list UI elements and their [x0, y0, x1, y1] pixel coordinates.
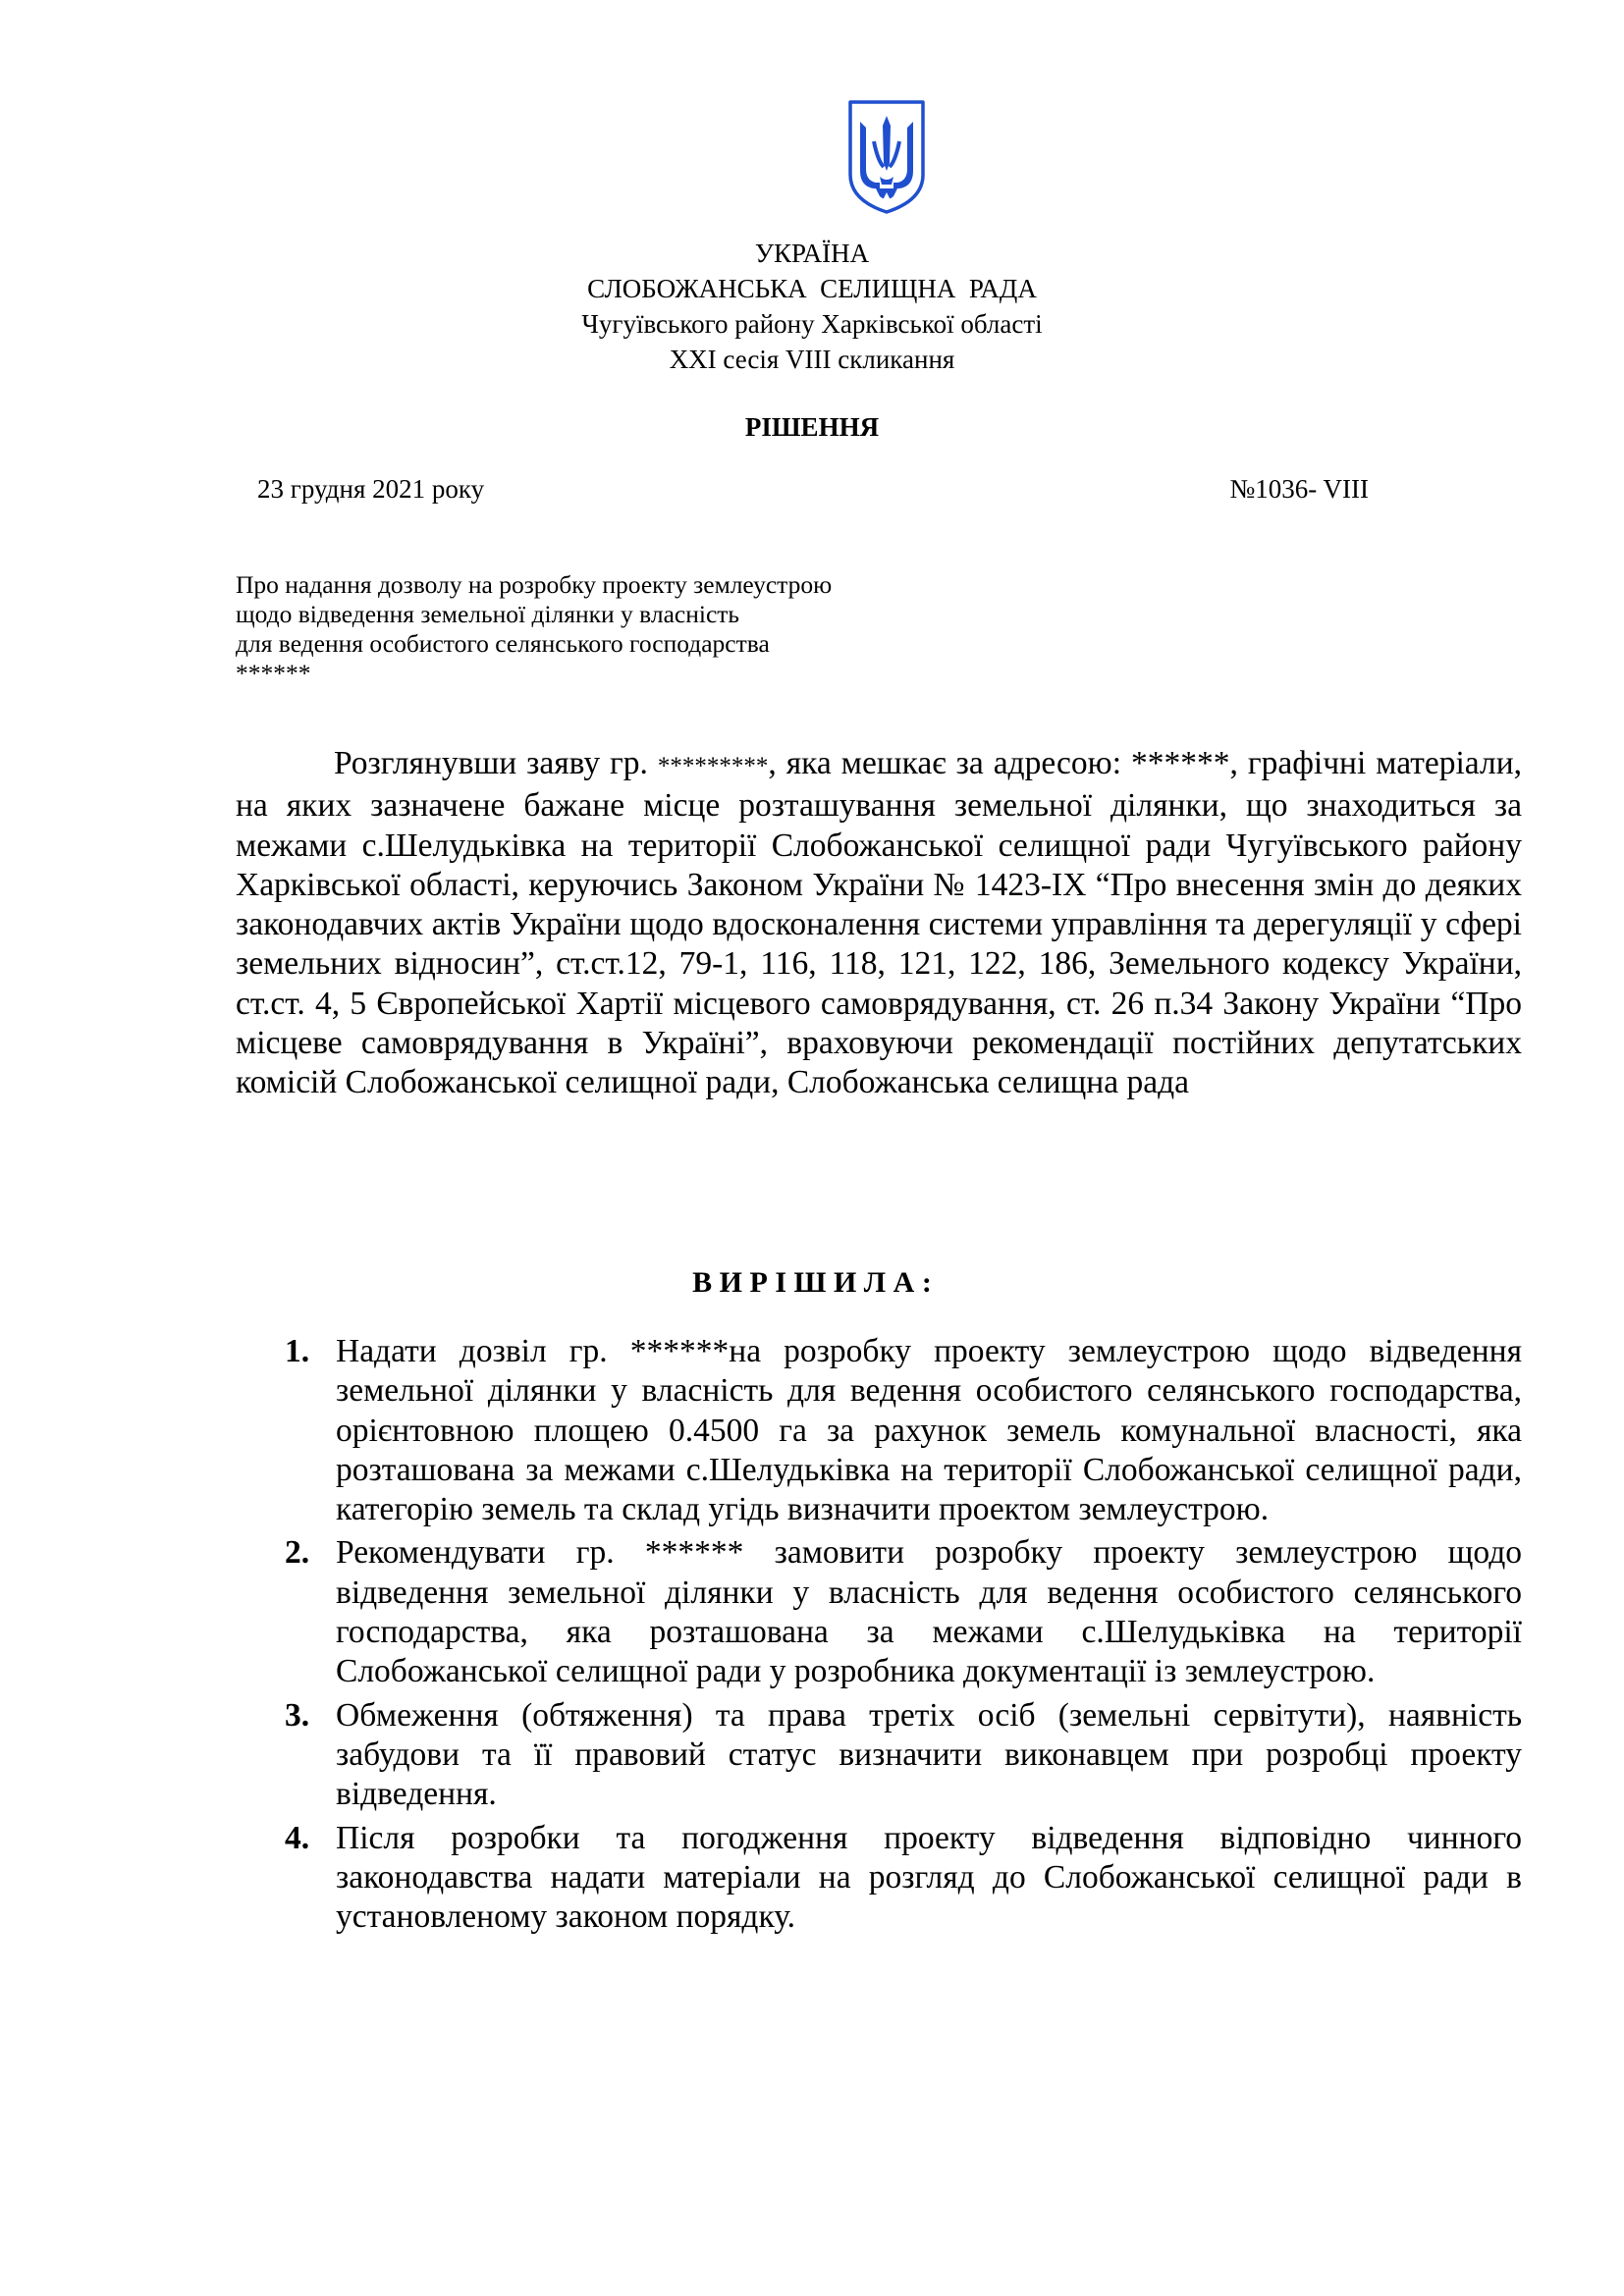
document-title: РІШЕННЯ — [744, 412, 880, 442]
document-subject — [236, 570, 1119, 688]
document-header — [0, 236, 1624, 377]
masked-applicant-name: ********* — [657, 753, 769, 779]
subject-line: щодо відведення земельної ділянки у власність — [236, 600, 740, 628]
ukraine-trident-icon — [846, 98, 927, 216]
document-number: №1036- VIII — [1229, 474, 1369, 504]
subject-line: Про надання дозволу на розробку проекту землеустрою — [236, 570, 833, 599]
item-text: Обмеження (обтяження) та права третіх осіб (земельні сервітути), наявність забудови та її правовий статус визначити виконавцем при розробці проекту відведення. — [336, 1696, 1522, 1813]
resolution-list — [236, 1332, 1522, 1941]
item-text: Рекомендувати гр. ****** замовити розробку проекту землеустрою щодо відведення земельної ділянки у власність для ведення особистого селянського господарства, яка розташована за межами с.Шелудьківка на території Слобожанської селищної ради у розробника документації із землеустрою. — [336, 1534, 1522, 1690]
item-number: 2. — [285, 1534, 310, 1572]
country-name: УКРАЇНА — [754, 239, 870, 268]
subject-line: для ведення особистого селянського господарства — [236, 629, 770, 658]
item-text: Після розробки та погодження проекту відведення відповідно чинного законодавства надати матеріали на розгляд до Слобожанської селищної ради в установленому законом порядку. — [336, 1819, 1522, 1936]
item-number: 1. — [285, 1333, 310, 1369]
session-name: XXI сесія VIII скликання — [669, 345, 955, 374]
resolution-item — [236, 1696, 1522, 1815]
resolution-heading: В И Р І Ш И Л А : — [692, 1266, 932, 1299]
preamble-text-start: Розглянувши заяву гр. — [334, 745, 658, 781]
preamble-text-rest: , яка мешкає за адресою: ******, графічні матеріали, на яких зазначене бажане місце розташування земельної ділянки, що знаходиться за межами с.Шелудьківка на території Слобожанської селищної ради Чугуївського району Харківської області, керуючись Законом України № 1423-IX “Про внесення змін до деяких законодавчих актів України щодо вдосконалення системи управління та дерегуляції у сфері земельних відносин”, ст.ст.12, 79-1, 116, 118, 121, 122, 186, Земельного кодексу України, ст.ст. 4, 5 Європейської Хартії місцевого самоврядування, ст. 26 п.34 Закону України “Про місцеве самоврядування в Україні”, враховуючи рекомендації постійних депутатських комісій Слобожанської селищної ради, Слобожанська селищна рада — [236, 745, 1522, 1101]
preamble-paragraph — [236, 744, 1522, 1103]
resolution-item — [236, 1819, 1522, 1938]
date-number-row — [257, 471, 1369, 507]
item-number: 4. — [285, 1819, 310, 1856]
resolution-item — [236, 1533, 1522, 1691]
item-text: Надати дозвіл гр. ******на розробку проекту землеустрою щодо відведення земельної ділянки у власність для ведення особистого селянського господарства, орієнтовною площею 0.4500 га за рахунок земель комунальної власності, яка розташована за межами с.Шелудьківка на території Слобожанської селищної ради, категорію земель та склад угідь визначити проектом землеустрою. — [336, 1333, 1522, 1528]
resolution-item — [236, 1332, 1522, 1529]
item-number: 3. — [285, 1696, 310, 1734]
subject-line: ****** — [236, 659, 311, 687]
document-date: 23 грудня 2021 року — [257, 474, 485, 504]
council-name: СЛОБОЖАНСЬКА СЕЛИЩНА РАДА — [587, 274, 1037, 303]
district-name: Чугуївського району Харківської області — [581, 309, 1043, 339]
